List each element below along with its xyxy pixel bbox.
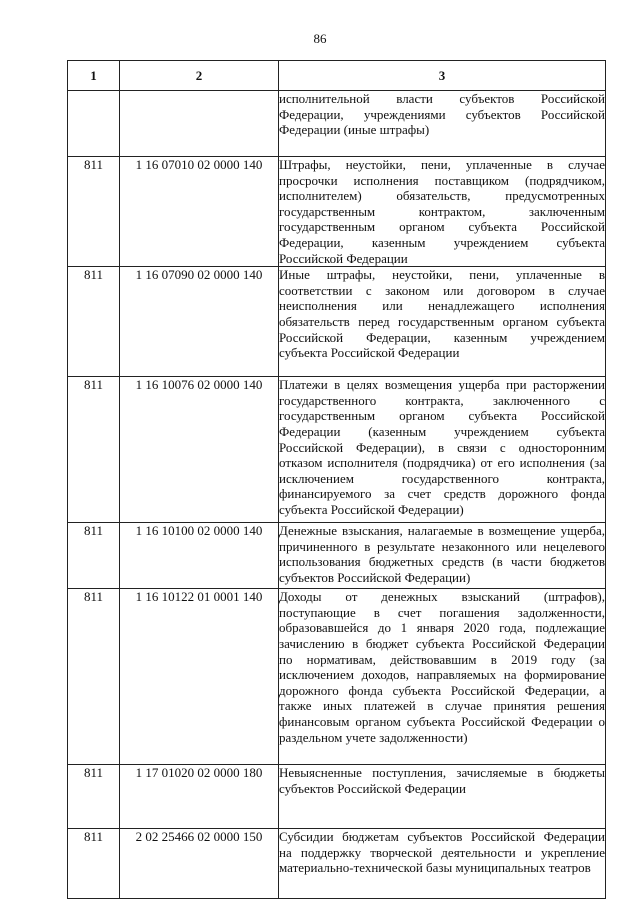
revenue-code-cell: 1 16 07010 02 0000 140: [120, 157, 279, 267]
admin-code-cell: 811: [68, 765, 120, 829]
revenue-name-line: Федерации (иные штрафы): [279, 122, 430, 138]
table-body: [68, 91, 606, 899]
revenue-name-line: Российской Федерации, казенным учреждением: [279, 329, 605, 345]
revenue-name-cell: [279, 157, 606, 267]
revenue-name-line: обязательств перед государственным органом субъекта: [279, 313, 605, 329]
revenue-name-cell: [279, 589, 606, 765]
revenue-name-line: Российской Федерации: [279, 250, 408, 266]
revenue-name-line: Доходы от денежных взысканий (штрафов),: [279, 589, 605, 605]
revenue-name-line: исполнителем) обязательств, предусмотренных: [279, 188, 605, 204]
page-number: 86: [313, 31, 327, 46]
revenue-name-cell: [279, 267, 606, 377]
revenue-name-line: Субсидии бюджетам субъектов Российской Федерации: [279, 829, 605, 845]
revenue-code-cell: [120, 91, 279, 157]
revenue-name-line: также иных платежей в случае принятия решения: [279, 698, 605, 714]
revenue-name-line: дорожного фонда субъекта Российской Федерации, а: [279, 682, 605, 698]
revenue-name-line: субъекта Российской Федерации): [279, 501, 464, 517]
revenue-name-line: Денежные взыскания, налагаемые в возмещение ущерба,: [279, 523, 605, 539]
revenue-name-line: отказом исполнителя (подрядчика) от его исполнения (за: [279, 455, 605, 471]
revenue-code-cell: 1 16 07090 02 0000 140: [120, 267, 279, 377]
table-row: [68, 829, 606, 899]
admin-code-cell: 811: [68, 589, 120, 765]
revenue-name-line: Федерации (казенным учреждением субъекта: [279, 423, 605, 439]
revenue-name-line: государственным органом субъекта Российской: [279, 408, 605, 424]
table-row: [68, 267, 606, 377]
revenue-name-cell: [279, 377, 606, 523]
revenue-name-line: Иные штрафы, неустойки, пени, уплаченные в: [279, 267, 605, 283]
revenue-code-cell: 1 16 10100 02 0000 140: [120, 523, 279, 589]
revenue-name-line: неисполнения или ненадлежащего исполнения: [279, 298, 605, 314]
revenue-name-line: исключением государственного контракта,: [279, 470, 605, 486]
revenue-name-cell: [279, 765, 606, 829]
admin-code-cell: 811: [68, 829, 120, 899]
admin-code-cell: [68, 91, 120, 157]
revenue-name-cell: [279, 829, 606, 899]
revenue-name-line: финансируемого за счет средств дорожного фонда: [279, 486, 605, 502]
revenue-name-line: причиненного в результате незаконного или нецелевого: [279, 538, 605, 554]
revenue-name-line: материально-технической базы муниципальных театров: [279, 860, 591, 876]
table-row: [68, 157, 606, 267]
admin-code-cell: 811: [68, 157, 120, 267]
column-header-2: 2: [120, 61, 279, 91]
revenue-name-line: по нормативам, действовавшим в 2019 году (за: [279, 651, 605, 667]
revenue-name-line: финансовым органом субъекта Российской Федерации о: [279, 713, 605, 729]
revenue-name-line: государственным контрактом, заключенным: [279, 203, 605, 219]
revenue-name-line: просрочки исполнения поставщиком (подрядчиком,: [279, 172, 605, 188]
revenue-name-line: использования бюджетных средств (в части бюджетов: [279, 554, 605, 570]
revenue-name-line: Российской Федерации), в связи с односторонним: [279, 439, 605, 455]
revenue-code-cell: 2 02 25466 02 0000 150: [120, 829, 279, 899]
revenue-name-line: поступающие в счет погашения задолженности,: [279, 604, 605, 620]
revenue-name-line: субъектов Российской Федерации): [279, 569, 471, 585]
revenue-name-line: субъектов Российской Федерации: [279, 780, 466, 796]
table-row: [68, 377, 606, 523]
revenue-name-cell: [279, 523, 606, 589]
revenue-code-cell: 1 16 10076 02 0000 140: [120, 377, 279, 523]
revenue-name-cell: [279, 91, 606, 157]
table-row: [68, 765, 606, 829]
revenue-name-line: Платежи в целях возмещения ущерба при расторжении: [279, 377, 605, 393]
table-row: [68, 589, 606, 765]
revenue-codes-table: [67, 60, 606, 899]
revenue-name-line: исполнительной власти субъектов Российской: [279, 91, 605, 106]
revenue-name-line: государственным органом субъекта Российской: [279, 219, 605, 235]
revenue-name-line: исключением доходов, направляемых на формирование: [279, 667, 605, 683]
admin-code-cell: 811: [68, 523, 120, 589]
revenue-name-line: на поддержку творческой деятельности и укрепление: [279, 844, 605, 860]
table-row: [68, 91, 606, 157]
revenue-name-line: государственного контракта, заключенного с: [279, 392, 605, 408]
revenue-name-line: соответствии с законом или договором в случае: [279, 282, 605, 298]
revenue-name-line: Федерации, казенным учреждением субъекта: [279, 234, 605, 250]
revenue-code-cell: 1 17 01020 02 0000 180: [120, 765, 279, 829]
table-row: [68, 523, 606, 589]
column-header-3: 3: [279, 61, 606, 91]
revenue-code-cell: 1 16 10122 01 0001 140: [120, 589, 279, 765]
admin-code-cell: 811: [68, 377, 120, 523]
column-header-1: 1: [68, 61, 120, 91]
revenue-name-line: Федерации, учреждениями субъектов Российской: [279, 106, 605, 122]
revenue-name-line: субъекта Российской Федерации: [279, 345, 460, 361]
revenue-name-line: зачислению в бюджет субъекта Российской Федерации: [279, 635, 605, 651]
table-header-row: [68, 61, 606, 91]
revenue-name-line: образовавшейся до 1 января 2020 года, подлежащие: [279, 620, 605, 636]
revenue-name-line: Невыясненные поступления, зачисляемые в бюджеты: [279, 765, 605, 781]
admin-code-cell: 811: [68, 267, 120, 377]
revenue-name-line: раздельном учете задолженности): [279, 729, 468, 745]
revenue-name-line: Штрафы, неустойки, пени, уплаченные в случае: [279, 157, 605, 172]
